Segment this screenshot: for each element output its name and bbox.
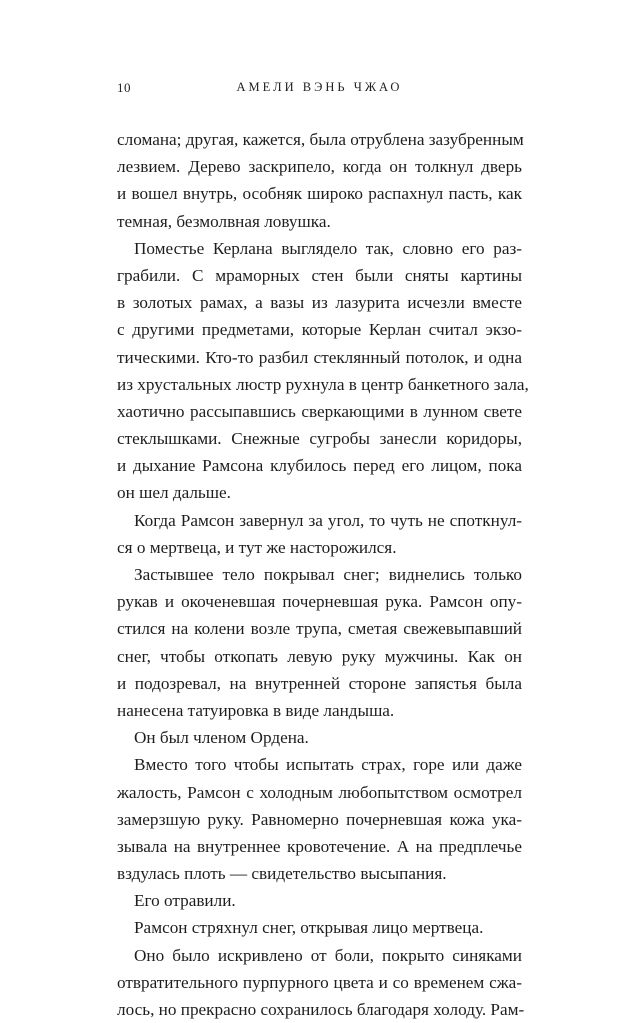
text-line: хаотично рассыпавшись сверкающими в лунном свете: [117, 401, 522, 421]
text-line: он шел дальше.: [117, 483, 231, 503]
text-line: ся о мертвеца, и тут же насторожился.: [117, 537, 397, 557]
body-text: [117, 126, 529, 1023]
text-line: Когда Рамсон завернул за угол, то чуть не споткнул-: [134, 510, 522, 530]
text-line: Его отравили.: [134, 891, 236, 911]
text-line: стился на колени возле трупа, сметая свежевыпавший: [117, 619, 522, 639]
book-author: АМЕЛИ ВЭНЬ ЧЖАО: [236, 80, 403, 94]
text-line: стеклышками. Снежные сугробы занесли коридоры,: [117, 429, 522, 449]
page-number: 10: [117, 80, 131, 95]
text-line: Застывшее тело покрывал снег; виднелись только: [134, 565, 522, 584]
text-line: Вместо того чтобы испытать страх, горе или даже: [134, 755, 522, 775]
text-line: Он был членом Ордена.: [134, 728, 309, 748]
text-line: и подозревал, на внутренней стороне запястья была: [117, 673, 522, 693]
text-line: Оно было искривлено от боли, покрыто синяками: [134, 945, 522, 965]
text-line: рукав и окоченевшая почерневшая рука. Рамсон опу-: [117, 592, 522, 612]
text-line: лезвием. Дерево заскрипело, когда он толкнул дверь: [117, 157, 522, 177]
text-line: замерзшую руку. Равномерно почерневшая кожа ука-: [117, 809, 522, 829]
text-line: зывала на внутреннее кровотечение. А на предплечье: [117, 836, 522, 856]
text-line: тическими. Кто-то разбил стеклянный потолок, и одна: [117, 347, 522, 367]
text-line: снег, чтобы откопать левую руку мужчины. Как он: [117, 646, 522, 666]
text-line: лось, но прекрасно сохранилось благодаря холоду. Рам-: [117, 1000, 525, 1019]
text-line: в золотых рамах, а вазы из лазурита исчезли вместе: [117, 293, 522, 313]
text-line: вздулась плоть — свидетельство высыпания.: [117, 864, 447, 884]
text-line: из хрустальных люстр рухнула в центр банкетного зала,: [117, 374, 529, 394]
text-line: темная, безмолвная ловушка.: [117, 211, 331, 231]
running-head: [117, 80, 522, 100]
text-line: отвратительного пурпурного цвета и со временем сжа-: [117, 972, 522, 992]
text-line: Поместье Керлана выглядело так, словно его раз-: [134, 238, 522, 258]
text-line: и дыхание Рамсона клубилось перед его лицом, пока: [117, 456, 522, 476]
text-line: с другими предметами, которые Керлан считал экзо-: [117, 320, 522, 340]
text-line: жалость, Рамсон с холодным любопытством осмотрел: [117, 782, 522, 802]
text-line: Рамсон стряхнул снег, открывая лицо мертвеца.: [134, 918, 484, 938]
text-line: сломана; другая, кажется, была отрублена зазубренным: [117, 130, 524, 149]
text-line: нанесена татуировка в виде ландыша.: [117, 700, 395, 720]
text-line: грабили. С мраморных стен были сняты картины: [117, 265, 522, 285]
text-line: и вошел внутрь, особняк широко распахнул пасть, как: [117, 184, 522, 204]
